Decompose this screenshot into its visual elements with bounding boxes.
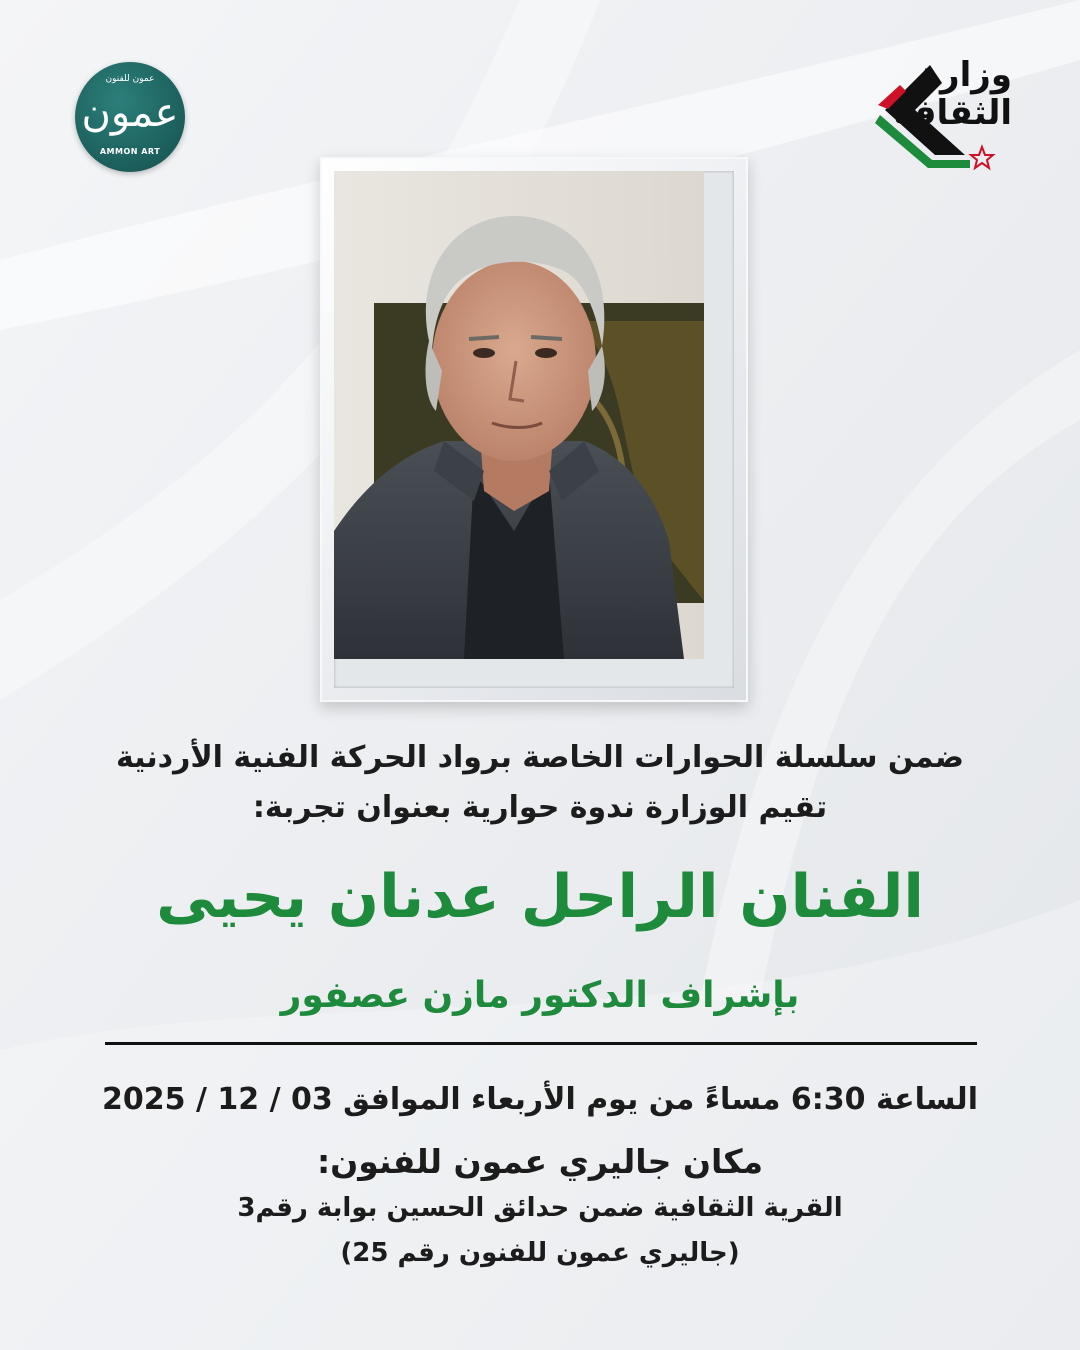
divider bbox=[105, 1042, 977, 1045]
honoree-title: الفنان الراحل عدنان يحيى bbox=[156, 862, 924, 932]
supervisor-line: بإشراف الدكتور مازن عصفور bbox=[280, 975, 800, 1016]
ammon-logo-arabic-small: عمون للفنون bbox=[105, 74, 155, 84]
venue-address: القرية الثقافية ضمن حدائق الحسين بوابة رقم3 bbox=[237, 1193, 843, 1223]
ammon-art-logo bbox=[75, 62, 185, 172]
venue-gallery-number: (جاليري عمون للفنون رقم 25) bbox=[340, 1238, 740, 1268]
event-datetime: الساعة 6:30 مساءً من يوم الأربعاء الموافق 03 / 12 / 2025 bbox=[102, 1082, 978, 1117]
intro-line-1: ضمن سلسلة الحوارات الخاصة برواد الحركة الفنية الأردنية bbox=[115, 740, 965, 775]
ministry-logo-line2: الثقافة bbox=[893, 93, 1012, 133]
portrait-frame bbox=[320, 157, 748, 702]
ammon-logo-english: AMMON ART bbox=[99, 147, 161, 156]
venue-label: مكان جاليري عمون للفنون: bbox=[316, 1142, 764, 1181]
intro-line-2: تقيم الوزارة ندوة حوارية بعنوان تجربة: bbox=[252, 790, 828, 825]
ammon-logo-arabic-main: عمون bbox=[81, 90, 179, 136]
portrait-photo bbox=[334, 171, 704, 659]
ministry-logo-line1: وزارة bbox=[919, 55, 1012, 95]
ministry-of-culture-logo bbox=[870, 55, 1050, 180]
